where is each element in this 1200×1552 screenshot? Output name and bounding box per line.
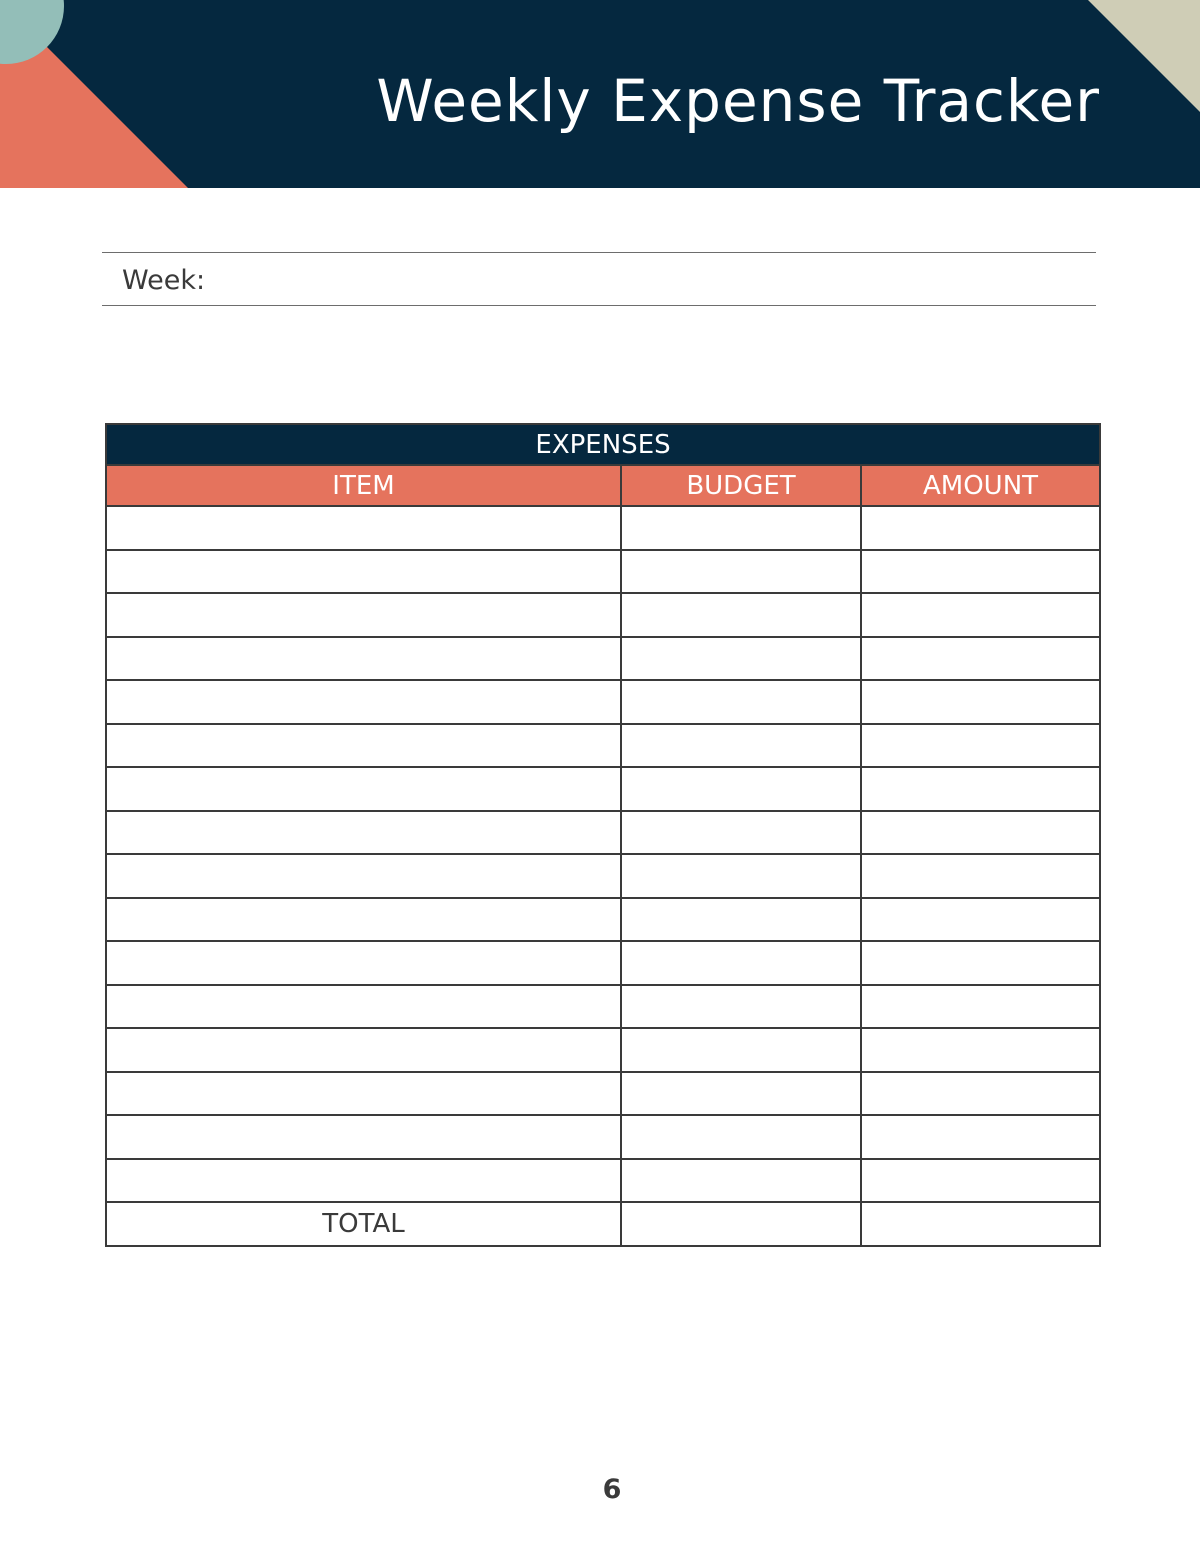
budget-cell[interactable]	[621, 811, 861, 855]
table-row	[106, 811, 1100, 855]
amount-cell[interactable]	[861, 854, 1100, 898]
table-row	[106, 593, 1100, 637]
week-label: Week:	[122, 265, 206, 296]
table-row	[106, 1115, 1100, 1159]
table-row	[106, 550, 1100, 594]
budget-cell[interactable]	[621, 1028, 861, 1072]
table-row	[106, 941, 1100, 985]
total-label: TOTAL	[106, 1202, 621, 1246]
table-row	[106, 1159, 1100, 1203]
budget-cell[interactable]	[621, 637, 861, 681]
item-cell[interactable]	[106, 1159, 621, 1203]
item-cell[interactable]	[106, 854, 621, 898]
item-cell[interactable]	[106, 941, 621, 985]
item-cell[interactable]	[106, 680, 621, 724]
budget-cell[interactable]	[621, 767, 861, 811]
budget-cell[interactable]	[621, 506, 861, 550]
item-cell[interactable]	[106, 1115, 621, 1159]
table-row	[106, 985, 1100, 1029]
total-row	[106, 1202, 1100, 1246]
budget-cell[interactable]	[621, 593, 861, 637]
page-title: Weekly Expense Tracker	[376, 67, 1100, 135]
budget-cell[interactable]	[621, 941, 861, 985]
item-cell[interactable]	[106, 637, 621, 681]
amount-cell[interactable]	[861, 898, 1100, 942]
table-row	[106, 724, 1100, 768]
item-cell[interactable]	[106, 985, 621, 1029]
budget-cell[interactable]	[621, 680, 861, 724]
expenses-table-title: EXPENSES	[106, 424, 1100, 465]
table-row	[106, 1028, 1100, 1072]
amount-cell[interactable]	[861, 724, 1100, 768]
week-field	[102, 252, 1096, 306]
table-row	[106, 767, 1100, 811]
item-cell[interactable]	[106, 550, 621, 594]
amount-cell[interactable]	[861, 550, 1100, 594]
item-cell[interactable]	[106, 811, 621, 855]
amount-column-header: AMOUNT	[861, 465, 1100, 506]
item-column-header: ITEM	[106, 465, 621, 506]
amount-cell[interactable]	[861, 1115, 1100, 1159]
budget-cell[interactable]	[621, 1115, 861, 1159]
header-banner	[0, 0, 1200, 188]
table-row	[106, 854, 1100, 898]
amount-cell[interactable]	[861, 985, 1100, 1029]
amount-cell[interactable]	[861, 1028, 1100, 1072]
budget-cell[interactable]	[621, 898, 861, 942]
item-cell[interactable]	[106, 506, 621, 550]
expense-rows	[106, 506, 1100, 1202]
budget-cell[interactable]	[621, 1159, 861, 1203]
table-row	[106, 1072, 1100, 1116]
item-cell[interactable]	[106, 898, 621, 942]
amount-cell[interactable]	[861, 941, 1100, 985]
amount-cell[interactable]	[861, 506, 1100, 550]
budget-cell[interactable]	[621, 854, 861, 898]
budget-cell[interactable]	[621, 724, 861, 768]
amount-cell[interactable]	[861, 811, 1100, 855]
budget-column-header: BUDGET	[621, 465, 861, 506]
amount-cell[interactable]	[861, 680, 1100, 724]
expenses-table	[105, 423, 1101, 1247]
item-cell[interactable]	[106, 593, 621, 637]
item-cell[interactable]	[106, 1028, 621, 1072]
amount-cell[interactable]	[861, 637, 1100, 681]
table-row	[106, 680, 1100, 724]
budget-cell[interactable]	[621, 1072, 861, 1116]
item-cell[interactable]	[106, 767, 621, 811]
table-row	[106, 637, 1100, 681]
budget-cell[interactable]	[621, 985, 861, 1029]
amount-cell[interactable]	[861, 767, 1100, 811]
amount-cell[interactable]	[861, 593, 1100, 637]
budget-cell[interactable]	[621, 550, 861, 594]
amount-cell[interactable]	[861, 1159, 1100, 1203]
table-row	[106, 898, 1100, 942]
item-cell[interactable]	[106, 724, 621, 768]
total-amount-cell[interactable]	[861, 1202, 1100, 1246]
page-number: 6	[602, 1474, 622, 1505]
amount-cell[interactable]	[861, 1072, 1100, 1116]
item-cell[interactable]	[106, 1072, 621, 1116]
table-row	[106, 506, 1100, 550]
total-budget-cell[interactable]	[621, 1202, 861, 1246]
